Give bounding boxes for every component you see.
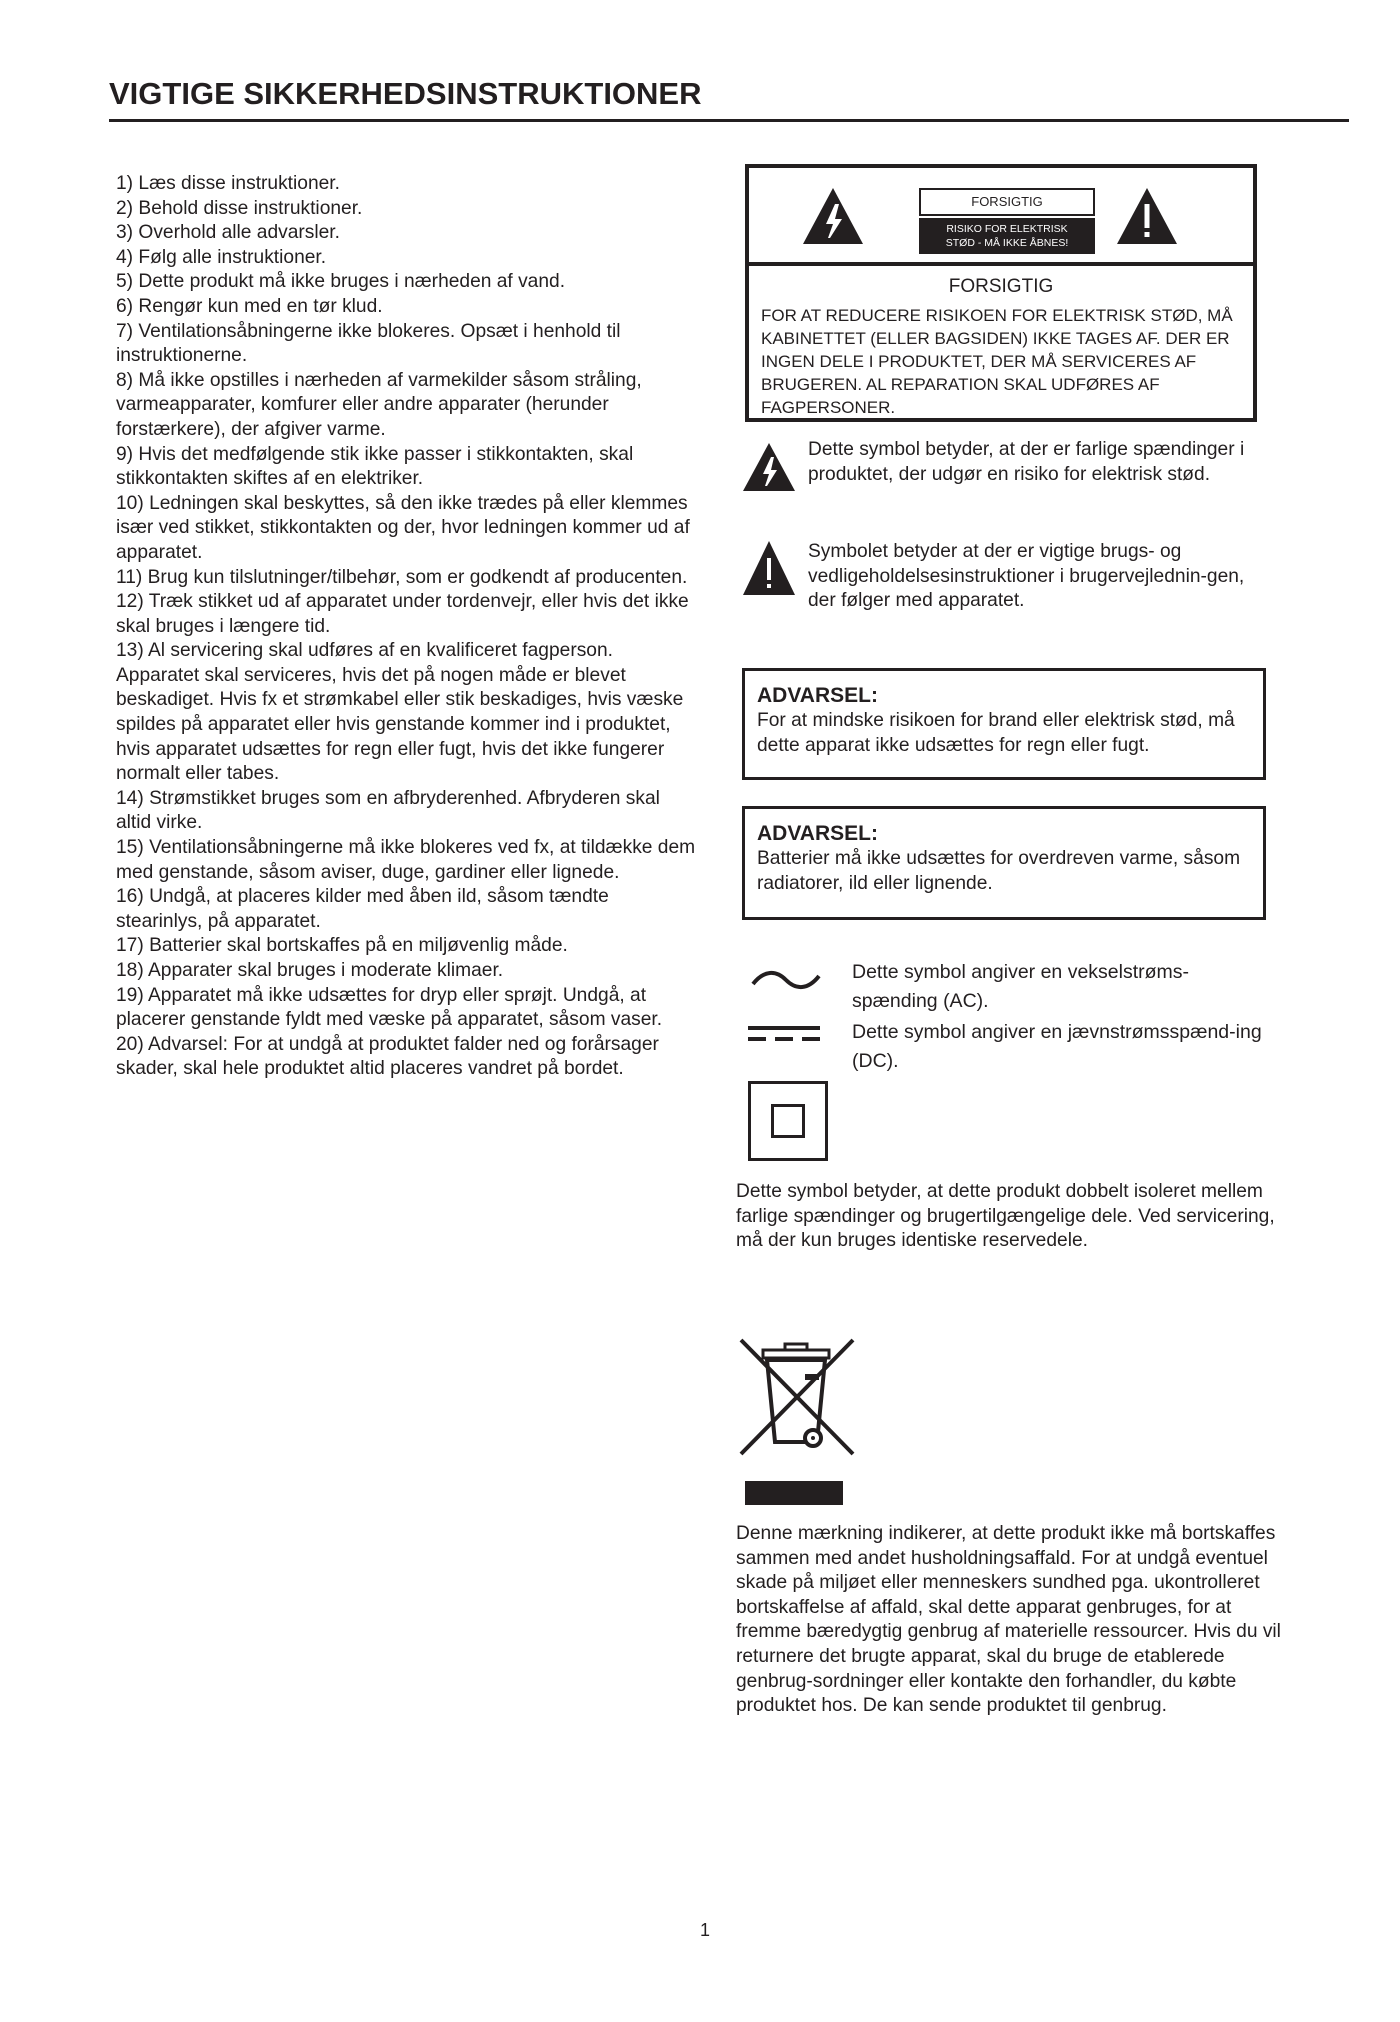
lightning-symbol-explanation — [742, 438, 1262, 518]
instruction-item: 13) Al servicering skal udføres af en kvalificeret fagperson. Apparatet skal serviceres, hvis det på nogen måde er blevet beskadiget. Hvis fx et strømkabel eller stik beskadiges, hvis væske spildes på apparatet eller hvis genstande kommer ind i produktet, hvis apparatet udsættes for regn eller fugt, hvis det ikke fungerer normalt eller tabes. — [116, 640, 684, 785]
instruction-item: 10) Ledningen skal beskyttes, så den ikke trædes på eller klemmes især ved stikket, stikkontakten og der, hvor ledningen kommer ud af apparatet. — [116, 492, 690, 563]
instruction-item: 11) Brug kun tilslutninger/tilbehør, som er godkendt af producenten. — [116, 566, 688, 588]
caution-plate — [919, 188, 1095, 258]
instruction-item: 1) Læs disse instruktioner. — [116, 173, 340, 194]
dc-symbol-icon — [748, 1024, 820, 1044]
warning-box-moisture — [742, 668, 1266, 780]
instruction-item: 5) Dette produkt må ikke bruges i nærheden af vand. — [116, 271, 566, 293]
instruction-item: 3) Overhold alle advarsler. — [116, 222, 340, 244]
exclamation-symbol-icon — [742, 540, 796, 596]
exclamation-warning-icon — [1115, 186, 1179, 246]
current-symbols — [742, 962, 1282, 1072]
caution-plate-title: FORSIGTIG — [919, 188, 1095, 216]
instruction-item: 6) Rengør kun med en tør klud. — [116, 295, 383, 317]
double-insulation-text: Dette symbol betyder, at dette produkt dobbelt isoleret mellem farlige spændinger og brugertilgængelige dele. Ved servicering, må der kun bruges identiske reservedele. — [736, 1181, 1275, 1252]
caution-body-text: FOR AT REDUCERE RISIKOEN FOR ELEKTRISK STØD, MÅ KABINETTET (ELLER BAGSIDEN) IKKE TAGES AF. DER ER INGEN DELE I PRODUKTET, DER MÅ SERVICERES AF BRUGEREN. AL REPARATION SKAL UDFØRES AF FAGPERSONER. — [761, 306, 1233, 417]
page-title: VIGTIGE SIKKERHEDSINSTRUKTIONER — [109, 76, 702, 111]
lightning-symbol-text: Dette symbol betyder, at der er farlige spændinger i produktet, der udgør en risiko for elektrisk stød. — [808, 439, 1245, 485]
instruction-item: 16) Undgå, at placeres kilder med åben ild, såsom tændte stearinlys, på apparatet. — [116, 886, 609, 932]
warning-title: ADVARSEL: — [757, 684, 878, 707]
title-divider — [109, 119, 1349, 122]
page-number: 1 — [699, 1920, 710, 1940]
double-insulation-icon — [748, 1081, 828, 1161]
instruction-item: 17) Batterier skal bortskaffes på en miljøvenlig måde. — [116, 935, 568, 957]
caution-heading: FORSIGTIG — [948, 276, 1054, 297]
warning-text: Batterier må ikke udsættes for overdreven varme, såsom radiatorer, ild eller lignende. — [757, 848, 1241, 894]
warning-box-batteries — [742, 806, 1266, 920]
instruction-item: 8) Må ikke opstilles i nærheden af varmekilder såsom stråling, varmeapparater, komfurer eller andre apparater (herunder forstærkere), der afgiver varme. — [116, 369, 642, 440]
instruction-item: 7) Ventilationsåbningerne ikke blokeres. Opsæt i henhold til instruktionerne. — [116, 320, 621, 367]
weee-marking-bar — [745, 1481, 843, 1505]
instruction-item: 4) Følg alle instruktioner. — [116, 246, 327, 268]
exclamation-symbol-explanation — [742, 540, 1262, 620]
caution-plate-warning: RISIKO FOR ELEKTRISK STØD - MÅ IKKE ÅBNES! — [919, 218, 1095, 254]
instruction-item: 12) Træk stikket ud af apparatet under tordenvejr, eller hvis det ikke skal bruges i længere tid. — [116, 591, 689, 637]
crossed-out-wheelie-bin-icon — [735, 1336, 859, 1460]
instruction-list — [116, 172, 698, 1082]
caution-label-box — [745, 164, 1257, 422]
instruction-item: 15) Ventilationsåbningerne må ikke blokeres ved fx, at tildække dem med genstande, såsom aviser, duge, gardiner eller lignede. — [116, 837, 696, 883]
dc-symbol-text: Dette symbol angiver en jævnstrømsspænd-ing (DC). — [852, 1021, 1262, 1072]
instruction-item: 18) Apparater skal bruges i moderate klimaer. — [116, 960, 504, 981]
ac-symbol-text: Dette symbol angiver en vekselstrøms-spænding (AC). — [852, 961, 1190, 1012]
lightning-warning-icon — [801, 186, 865, 246]
instruction-item: 14) Strømstikket bruges som en afbryderenhed. Afbryderen skal altid virke. — [116, 787, 660, 834]
instruction-item: 20) Advarsel: For at undgå at produktet falder ned og forårsager skader, skal hele produktet altid placeres vandret på bordet. — [116, 1033, 659, 1080]
lightning-symbol-icon — [742, 442, 796, 492]
exclamation-symbol-text: Symbolet betyder at der er vigtige brugs- og vedligeholdelsesinstruktioner i brugervejlednin-gen, der følger med apparatet. — [808, 541, 1245, 612]
caution-label-header — [749, 168, 1253, 266]
ac-wave-icon — [750, 968, 822, 992]
weee-disposal-text: Denne mærkning indikerer, at dette produkt ikke må bortskaffes sammen med andet husholdningsaffald. For at undgå eventuel skade på miljøet eller menneskers sundhed pga. ukontrolleret bortskaffelse af affald, skal dette apparat genbruges, for at fremme bæredygtig genbrug af materielle ressourcer. Hvis du vil returnere det brugte apparat, skal du bruge de etablerede genbrug-sordninger eller kontakte den forhandler, du købte produktet hos. De kan sende produktet til genbrug. — [736, 1523, 1281, 1717]
warning-title: ADVARSEL: — [757, 822, 878, 845]
instruction-item: 9) Hvis det medfølgende stik ikke passer i stikkontakten, skal stikkontakten skiftes af en elektriker. — [116, 443, 634, 490]
warning-text: For at mindske risikoen for brand eller elektrisk stød, må dette apparat ikke udsættes for regn eller fugt. — [757, 710, 1235, 756]
instruction-item: 2) Behold disse instruktioner. — [116, 197, 363, 219]
instruction-item: 19) Apparatet må ikke udsættes for dryp eller sprøjt. Undgå, at placerer genstande fyldt med væske på apparatet, såsom vaser. — [116, 984, 663, 1031]
